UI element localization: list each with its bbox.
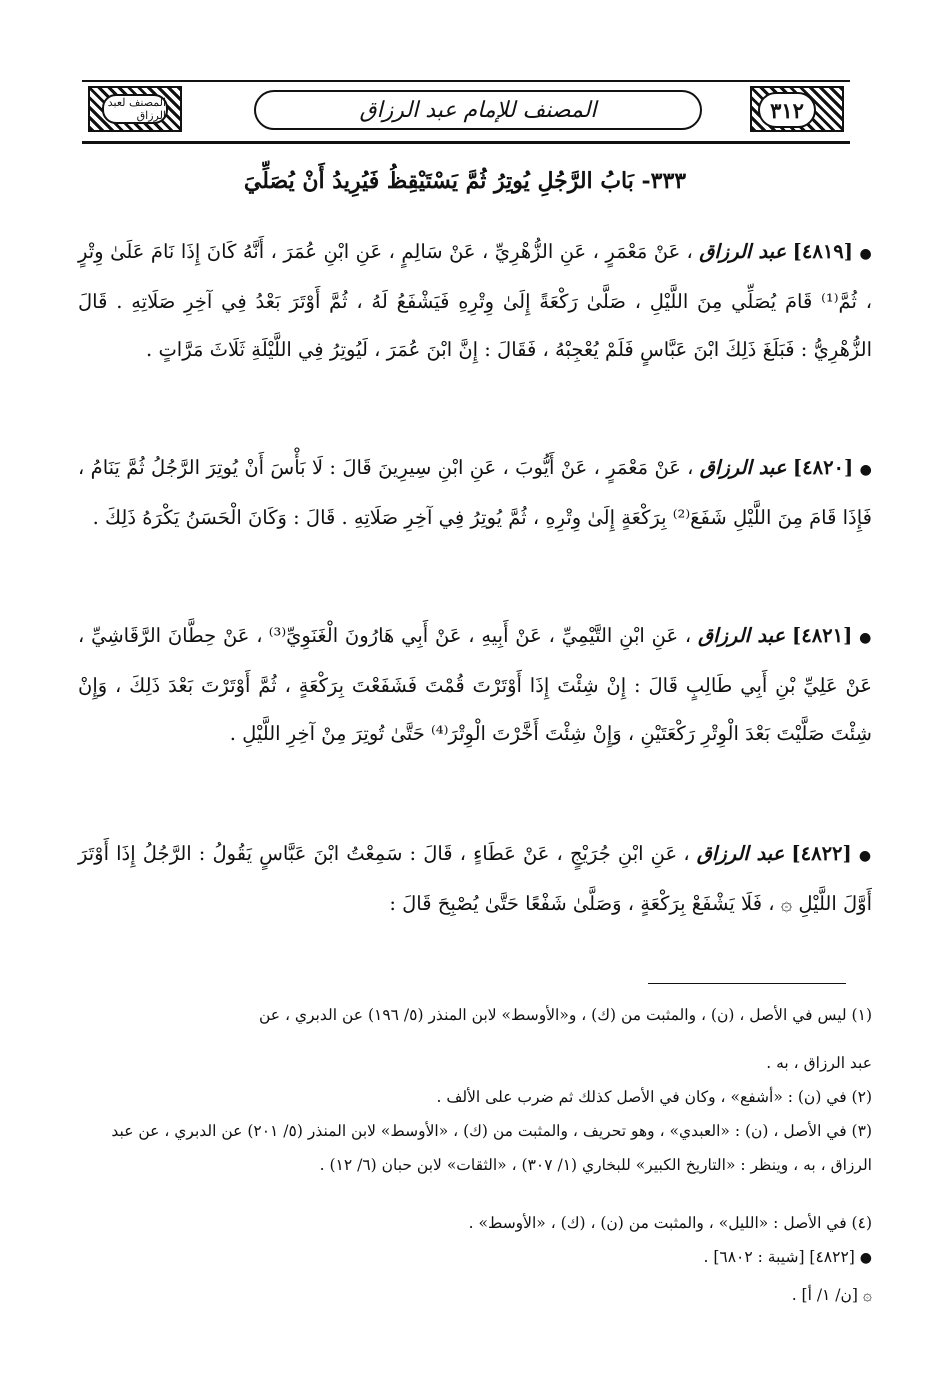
bullet-icon: ● (859, 246, 872, 262)
hadith-entry (78, 444, 872, 542)
bullet-icon: ● (859, 1250, 872, 1266)
hadith-entry (78, 228, 872, 374)
page-header (82, 80, 850, 144)
hadith-text: ، عَنِ ابْنِ التَّيْمِيِّ ، عَنْ أَبِيهِ ، عَنْ أَبِي هَارُونَ الْغَنَوِيِّ⁽³⁾ ، عَنْ حِطَّانَ الرَّقَاشِيِّ ، عَنْ عَلِيِّ بْنِ أَبِي طَالِبٍ قَالَ : إِنْ شِئْتَ إِذَا أَوْتَرْتَ قُمْتَ فَشَفَعْتَ بِرَكْعَةٍ ، ثُمَّ أَوْتَرْتَ بَعْدَ ذَلِكَ ، وَإِنْ شِئْتَ صَلَّيْتَ بَعْدَ الْوِتْرِ رَكْعَتَيْنِ ، وَإِنْ شِئْتَ أَخَّرْتَ الْوِتْرَ⁽⁴⁾ حَتَّىٰ تُوتِرَ مِنْ آخِرِ اللَّيْلِ . (78, 624, 872, 745)
header-ornament-left (88, 86, 182, 132)
footnote: (٤) في الأصل : «الليل» ، والمثبت من (ن) ، (ك) ، «الأوسط» . (468, 1214, 872, 1232)
ornament-label: المصنف لعبد الرزاق (102, 94, 168, 124)
narrator-name: عبد الرزاق (696, 842, 785, 865)
footnote: (٣) في الأصل ، (ن) : «العبدي» ، وهو تحريف ، والمثبت من (ك) ، «الأوسط» لابن المنذر (٥/ ٢٠١) عن الدبري ، عن عبد الرزاق ، به ، وينظر : «التاريخ الكبير» للبخاري (١/ ٣٠٧) ، «الثقات» لابن حبان (٦/ ١٢) . (111, 1122, 872, 1174)
bullet-icon: ● (858, 848, 872, 864)
footnote: عبد الرزاق ، به . (766, 1054, 872, 1072)
hadith-number: [٤٨١٩] (792, 240, 854, 263)
narrator-name: عبد الرزاق (697, 624, 786, 647)
chapter-title: ٣٣٣- بَابُ الرَّجُلِ يُوتِرُ ثُمَّ يَسْتَيْقِظُ فَيُرِيدُ أَنْ يُصَلِّيَ (243, 168, 687, 194)
hadith-number: [٤٨٢٢] (791, 842, 852, 865)
footnote: (١) ليس في الأصل ، (ن) ، والمثبت من (ك) ، و«الأوسط» لابن المنذر (٥/ ١٩٦) عن الدبري ، عن (258, 1006, 872, 1024)
footnote-divider (648, 983, 846, 984)
hadith-entry (78, 612, 872, 758)
bullet-icon: ● (859, 630, 872, 646)
bullet-icon: ● (859, 462, 872, 478)
hadith-text: ، عَنْ مَعْمَرٍ ، عَنْ أَيُّوبَ ، عَنِ ابْنِ سِيرِينَ قَالَ : لَا بَأْسَ أَنْ يُوتِرَ الرَّجُلُ ثُمَّ يَنَامُ ، فَإِذَا قَامَ مِنَ اللَّيْلِ شَفَعَ⁽²⁾ بِرَكْعَةٍ إِلَىٰ وِتْرِهِ ، ثُمَّ يُوتِرُ فِي آخِرِ صَلَاتِهِ . قَالَ : وَكَانَ الْحَسَنُ يَكْرَهُ ذَلِكَ . (78, 456, 872, 529)
narrator-name: عبد الرزاق (699, 240, 787, 263)
manuscript-reference: [ن/ ١/ أ] . (791, 1286, 858, 1304)
footnote: (٢) في (ن) : «أشفع» ، وكان في الأصل كذلك ثم ضرب على الألف . (436, 1088, 872, 1106)
flower-icon: ۞ (862, 1286, 872, 1304)
page-number: ٣١٢ (758, 92, 816, 128)
manuscript-note (82, 1278, 872, 1312)
source-reference: [٤٨٢٢] [شيبة : ٦٨٠٢] . (703, 1248, 855, 1266)
narrator-name: عبد الرزاق (699, 456, 787, 479)
source-note (82, 1240, 872, 1275)
hadith-text: ، عَنْ مَعْمَرٍ ، عَنِ الزُّهْرِيِّ ، عَنْ سَالِمٍ ، عَنِ ابْنِ عُمَرَ ، أَنَّهُ كَانَ إِذَا نَامَ عَلَىٰ وِتْرٍ ، ثُمَّ⁽¹⁾ قَامَ يُصَلِّي مِنَ اللَّيْلِ ، صَلَّىٰ رَكْعَةً إِلَىٰ وِتْرِهِ فَيَشْفَعُ لَهُ ، ثُمَّ أَوْتَرَ بَعْدُ فِي آخِرِ صَلَاتِهِ . قَالَ الزُّهْرِيُّ : فَبَلَغَ ذَلِكَ ابْنَ عَبَّاسٍ فَلَمْ يُعْجِبْهُ ، فَقَالَ : إِنَّ ابْنَ عُمَرَ ، لَيُوتِرُ فِي اللَّيْلَةِ ثَلَاثَ مَرَّاتٍ . (78, 240, 872, 361)
hadith-entry (78, 830, 872, 928)
hadith-number: [٤٨٢١] (792, 624, 853, 647)
hadith-number: [٤٨٢٠] (792, 456, 854, 479)
book-title: المصنف للإمام عبد الرزاق (254, 90, 702, 130)
hadith-text: ، عَنِ ابْنِ جُرَيْجٍ ، عَنْ عَطَاءٍ ، قَالَ : سَمِعْتُ ابْنَ عَبَّاسٍ يَقُولُ : الرَّجُلُ إِذَا أَوْتَرَ أَوَّلَ اللَّيْلِ ۞ ، فَلَا يَشْفَعْ بِرَكْعَةٍ ، وَصَلَّىٰ شَفْعًا حَتَّىٰ يُصْبِحَ قَالَ : (78, 842, 872, 915)
